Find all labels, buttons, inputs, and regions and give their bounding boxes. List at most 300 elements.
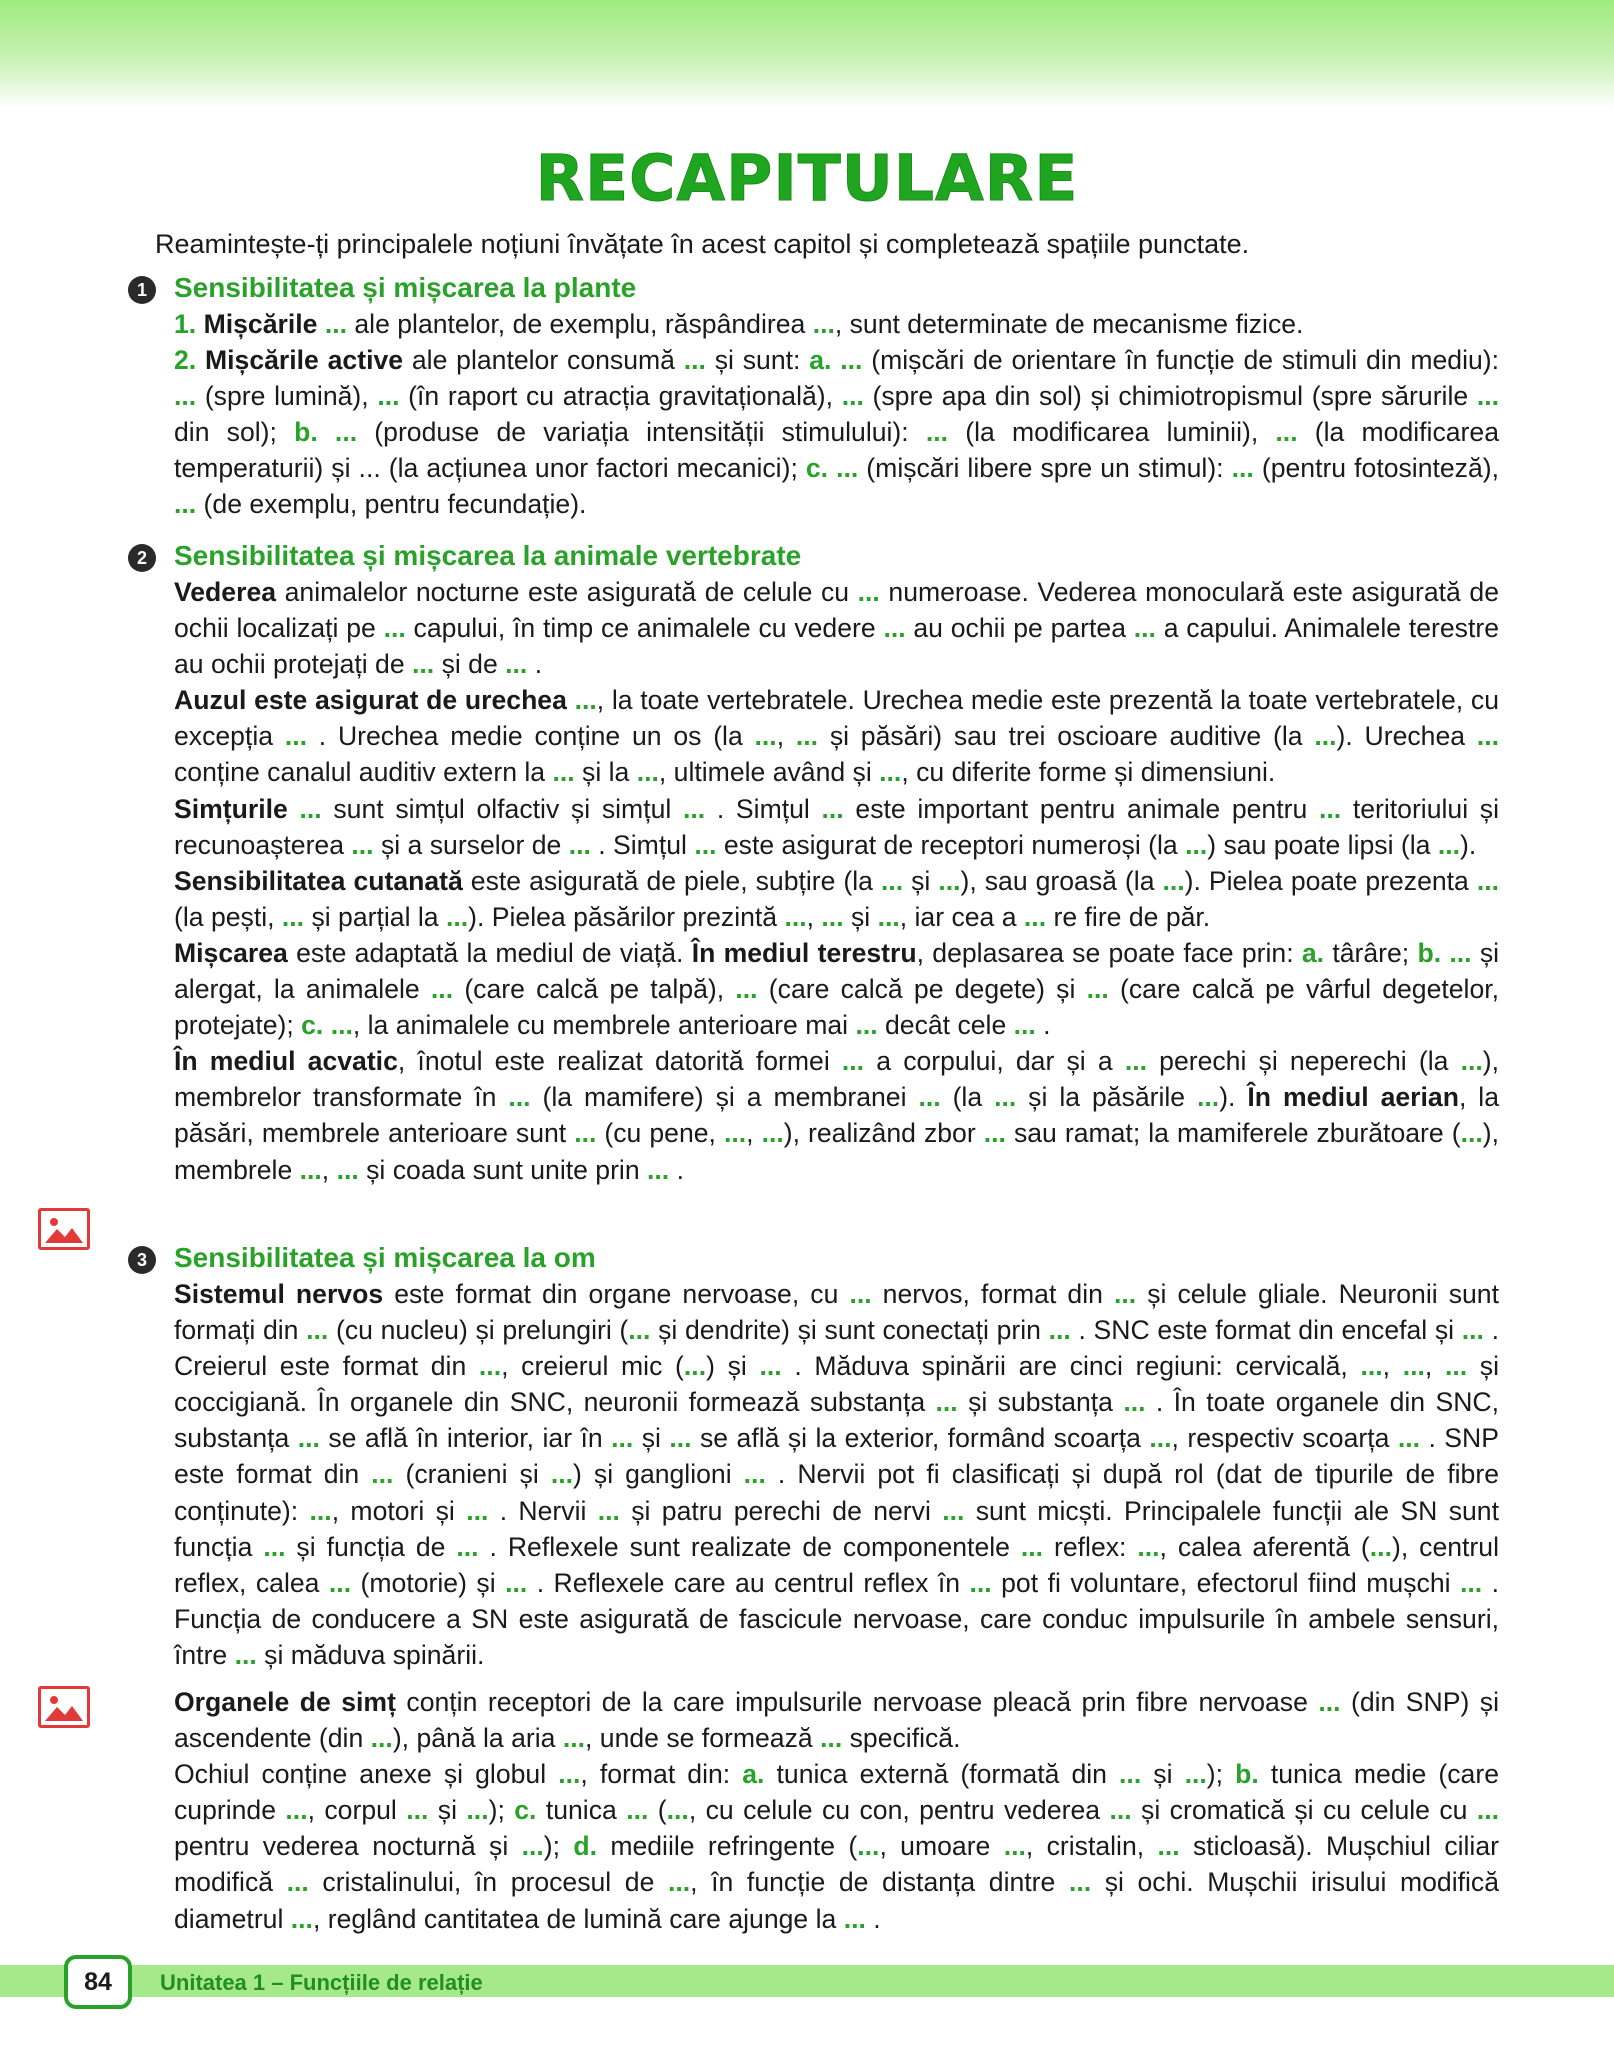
text-run: ). Pielea poate prezenta: [1184, 865, 1477, 896]
bold-term: Organele de simț: [174, 1687, 396, 1717]
paragraph: [174, 342, 1499, 522]
text-run: , umoare: [879, 1831, 1004, 1862]
text-run: și la păsările: [1016, 1082, 1198, 1113]
blank-or-marker: ...: [370, 1723, 393, 1754]
paragraph: [174, 863, 1499, 935]
picture-glyph: [41, 1689, 87, 1725]
blank-or-marker: ...: [478, 1351, 502, 1382]
picture-glyph: [41, 1211, 87, 1247]
text-run: , respectiv scoarța: [1171, 1423, 1398, 1454]
text-run: este format din organe nervoase, cu: [383, 1279, 850, 1309]
blank-or-marker: ...: [666, 1795, 689, 1826]
blank-or-marker: ...: [574, 685, 597, 716]
section-title: Sensibilitatea și mișcarea la animale vertebrate: [174, 540, 802, 571]
blank-or-marker: b. ...: [294, 417, 358, 448]
blank-or-marker: ...: [877, 901, 900, 932]
blank-or-marker: ...: [445, 901, 469, 932]
bold-term: Mișcările: [203, 309, 318, 339]
blank-or-marker: ...: [683, 1351, 707, 1382]
blank-or-marker: ...: [969, 1567, 992, 1598]
blank-or-marker: ...: [1119, 1759, 1142, 1790]
blank-or-marker: ...: [1086, 974, 1109, 1005]
text-run: conține canalul auditiv extern la: [174, 757, 553, 788]
text-run: ) și ganglioni: [572, 1459, 744, 1490]
blank-or-marker: 1.: [174, 309, 204, 339]
text-run: );: [1206, 1759, 1236, 1790]
blank-or-marker: ...: [377, 381, 400, 412]
blank-or-marker: ...: [1437, 829, 1460, 860]
unit-label: Unitatea 1 – Funcțiile de relație: [160, 1970, 483, 1995]
text-run: (cranieni și: [393, 1459, 551, 1490]
text-run: (mișcări de orientare în funcție de stimuli din mediu):: [862, 345, 1500, 376]
text-run: , deplasarea se poate face prin:: [916, 937, 1302, 968]
text-run: [288, 794, 300, 824]
text-run: (care calcă pe vârful degetelor, protejate);: [174, 974, 1500, 1041]
text-run: ), centrul reflex, calea: [174, 1531, 1499, 1598]
text-run: sau ramat; la mamiferele zburătoare (: [1005, 1118, 1461, 1149]
image-icon[interactable]: [38, 1208, 90, 1250]
blank-or-marker: ...: [611, 1423, 634, 1454]
section-vertebrates: [136, 538, 1500, 1188]
text-run: , calea aferentă (: [1159, 1531, 1370, 1562]
blank-or-marker: ...: [290, 1903, 313, 1934]
text-run: ,: [746, 1118, 762, 1149]
blank-or-marker: ...: [855, 1010, 878, 1041]
text-run: re fire de păr.: [1046, 901, 1211, 932]
blank-or-marker: ...: [759, 1351, 782, 1382]
text-run: , la toate vertebratele. Urechea medie este prezentă la toate vertebratele, cu excepția: [174, 685, 1499, 752]
text-run: conțin receptori de la care impulsurile nervoase pleacă prin fibre nervoase: [395, 1687, 1319, 1717]
blank-or-marker: ...: [1133, 613, 1156, 644]
text-run: , reglând cantitatea de lumină care ajunge la: [312, 1903, 844, 1934]
text-run: este asigurată de piele, subțire (la: [462, 865, 881, 896]
text-run: , iar cea a: [899, 901, 1024, 932]
blank-or-marker: ...: [466, 1795, 489, 1826]
section-number-badge: 3: [128, 1246, 156, 1274]
text-run: , corpul: [307, 1795, 407, 1826]
text-run: sunt simțul olfactiv și simțul: [321, 793, 683, 824]
blank-or-marker: ...: [1149, 1423, 1172, 1454]
text-run: , la păsări, membrele anterioare sunt: [174, 1082, 1499, 1149]
text-run: (la modificarea luminii),: [948, 417, 1276, 448]
text-run: decât cele: [877, 1010, 1014, 1041]
text-run: reflex:: [1043, 1531, 1138, 1562]
blank-or-marker: ...: [1020, 1531, 1044, 1562]
text-run: . SNC este format din encefal și: [1070, 1315, 1462, 1346]
blank-or-marker: ...: [1013, 1010, 1036, 1041]
text-run: și sunt:: [705, 345, 810, 376]
paragraph: [174, 935, 1499, 1043]
blank-or-marker: ...: [821, 793, 844, 824]
text-run: nervos, format din: [871, 1279, 1114, 1309]
text-run: . Funcția de conducere a SN este asigurată de fascicule nervoase, care conduc impulsurile în ambele sensuri, între: [174, 1567, 1500, 1670]
blank-or-marker: ...: [263, 1531, 286, 1562]
text-run: ), realizând zbor: [783, 1118, 984, 1149]
text-run: numeroase. Vederea monoculară este asigurată de ochii localizați pe: [174, 577, 1500, 644]
text-run: (care calcă pe degete) și: [757, 974, 1087, 1005]
blank-or-marker: ...: [1360, 1351, 1383, 1382]
text-run: , format din:: [580, 1759, 743, 1790]
text-run: [317, 309, 324, 339]
text-run: sticloasă). Mușchiul ciliar modifică: [174, 1831, 1499, 1898]
text-run: (spre apa din sol) și chimiotropismul (spre sărurile: [863, 381, 1477, 412]
blank-or-marker: ...: [857, 1831, 880, 1862]
section-plants: [136, 270, 1500, 523]
text-run: (: [648, 1795, 667, 1826]
bold-term: Simțurile: [174, 793, 288, 824]
text-run: (cu pene,: [596, 1118, 724, 1149]
section-title: Sensibilitatea și mișcarea la plante: [174, 272, 637, 303]
blank-or-marker: ...: [1318, 1687, 1341, 1717]
blank-or-marker: ...: [1459, 1567, 1483, 1598]
blank-or-marker: ...: [1476, 721, 1499, 752]
text-run: , unde se formează: [585, 1723, 821, 1754]
text-run: . Creierul este format din: [174, 1315, 1500, 1382]
text-run: (mișcări libere spre un stimul):: [858, 453, 1232, 484]
blank-or-marker: ...: [1184, 1759, 1207, 1790]
blank-or-marker: ...: [1048, 1315, 1071, 1346]
blank-or-marker: ...: [784, 901, 807, 932]
text-run: este adaptată la mediul de viață.: [287, 937, 692, 968]
blank-or-marker: ...: [1318, 793, 1342, 824]
text-run: (de exemplu, pentru fecundație).: [196, 489, 587, 520]
section-body: [174, 574, 1499, 1188]
blank-or-marker: ...: [1397, 1423, 1421, 1454]
text-run: și măduva spinării.: [256, 1639, 485, 1670]
text-run: și alergat, la animalele: [174, 937, 1500, 1005]
text-run: ,: [1424, 1351, 1445, 1382]
blank-or-marker: ...: [880, 865, 904, 896]
text-run: cristalinului, în procesul de: [308, 1867, 668, 1898]
text-run: .: [527, 649, 543, 680]
bold-term: Mișcarea: [174, 937, 288, 968]
text-run: ) și: [706, 1351, 760, 1382]
blank-or-marker: ...: [1068, 1867, 1092, 1898]
section-title: Sensibilitatea și mișcarea la om: [174, 1242, 596, 1273]
blank-or-marker: ...: [723, 1118, 747, 1149]
text-run: ,: [321, 1154, 337, 1185]
text-run: ). Pielea păsărilor prezintă: [468, 901, 785, 932]
bold-term: Sistemul nervos: [174, 1279, 384, 1309]
bold-term: În mediul acvatic: [174, 1046, 398, 1077]
blank-or-marker: b. ...: [1417, 937, 1472, 968]
text-run: și coccigiană. În organele din SNC, neuronii formează substanța: [174, 1351, 1500, 1418]
blank-or-marker: ...: [286, 1867, 309, 1898]
bold-term: Vederea: [174, 577, 277, 607]
blank-or-marker: ...: [383, 613, 406, 644]
blank-or-marker: ...: [285, 1795, 308, 1826]
blank-or-marker: ...: [1476, 865, 1500, 896]
blank-or-marker: ...: [505, 1567, 528, 1598]
text-run: (la pești,: [174, 901, 282, 932]
blank-or-marker: ...: [574, 1118, 597, 1149]
text-run: și: [428, 1795, 467, 1826]
blank-or-marker: ...: [683, 345, 706, 376]
text-run: (la modificarea temperaturii) și ... (la acțiunea unor factori mecanici);: [174, 417, 1499, 484]
text-run: (din SNP) și ascendente (din: [174, 1687, 1499, 1754]
blank-or-marker: ...: [1137, 1531, 1160, 1562]
blank-or-marker: ...: [849, 1279, 872, 1309]
blank-or-marker: ...: [1369, 1531, 1392, 1562]
section-body: [174, 1276, 1499, 1673]
blank-or-marker: ...: [521, 1831, 544, 1862]
blank-or-marker: ...: [336, 1154, 359, 1185]
section-body: [174, 1684, 1499, 1937]
text-run: [567, 685, 575, 715]
blank-or-marker: ...: [1113, 1279, 1137, 1309]
blank-or-marker: ...: [821, 901, 844, 932]
blank-or-marker: ...: [841, 381, 864, 412]
text-run: tunica externă (formată din: [764, 1759, 1120, 1790]
text-run: ,: [1382, 1351, 1403, 1382]
text-run: . Reflexele care au centrul reflex în: [527, 1567, 970, 1598]
blank-or-marker: ...: [1402, 1351, 1425, 1382]
blank-or-marker: ...: [234, 1639, 257, 1670]
blank-or-marker: ...: [820, 1723, 843, 1754]
blank-or-marker: ...: [430, 974, 454, 1005]
text-run: ) sau poate lipsi (la: [1207, 829, 1438, 860]
blank-or-marker: ...: [761, 1118, 784, 1149]
blank-or-marker: d.: [573, 1831, 597, 1862]
blank-or-marker: ...: [1162, 865, 1185, 896]
text-run: specifică.: [842, 1723, 961, 1754]
blank-or-marker: ...: [371, 1459, 394, 1490]
blank-or-marker: ...: [626, 1795, 649, 1826]
blank-or-marker: ...: [668, 1867, 691, 1898]
text-run: a capului. Animalele terestre au ochii protejați de: [174, 613, 1499, 680]
text-run: și substanța: [957, 1387, 1124, 1418]
text-run: ale plantelor, de exemplu, răspândirea: [346, 309, 813, 339]
text-run: teritoriului și recunoașterea: [174, 793, 1500, 860]
text-run: );: [543, 1831, 574, 1862]
text-run: din sol);: [174, 417, 295, 448]
text-run: și: [633, 1423, 670, 1454]
text-run: ale plantelor consumă: [403, 345, 684, 376]
text-run: este asigurat de receptori numeroși (la: [716, 829, 1186, 860]
text-run: și cromatică și cu celule cu: [1131, 1795, 1477, 1826]
text-run: (care calcă pe talpă),: [453, 974, 736, 1005]
text-run: , motori și: [331, 1495, 467, 1526]
text-run: au ochii pe partea: [905, 613, 1134, 644]
text-run: (cu nucleu) și prelungiri (: [328, 1315, 629, 1346]
text-run: , ultimele având și: [658, 757, 880, 788]
text-run: ), sau groasă (la: [960, 865, 1163, 896]
section-number-badge: 1: [128, 276, 156, 304]
blank-or-marker: c. ...: [301, 1010, 353, 1041]
text-run: . Simțul: [705, 793, 822, 824]
blank-or-marker: ...: [743, 1459, 766, 1490]
blank-or-marker: ...: [309, 1495, 332, 1526]
blank-or-marker: ...: [883, 613, 906, 644]
paragraph: [174, 574, 1499, 682]
blank-or-marker: ...: [1476, 1795, 1499, 1826]
text-run: capului, în timp ce animalele cu vedere: [405, 613, 884, 644]
text-run: târâre;: [1324, 937, 1418, 968]
text-run: perechi și neperechi (la: [1146, 1046, 1461, 1077]
text-run: și patru perechi de nervi: [619, 1495, 943, 1526]
text-run: ).: [1219, 1082, 1248, 1113]
blank-or-marker: ...: [1157, 1831, 1180, 1862]
text-run: se află și la exterior, formând scoarța: [691, 1423, 1150, 1454]
blank-or-marker: ...: [1003, 1831, 1026, 1862]
text-run: ,: [776, 721, 796, 752]
blank-or-marker: ...: [669, 1423, 692, 1454]
page-title: RECAPITULARE: [535, 142, 1079, 215]
text-run: );: [488, 1795, 515, 1826]
text-run: , cu celule cu con, pentru vederea: [688, 1795, 1110, 1826]
paragraph: [174, 1684, 1499, 1756]
text-run: mediile refringente (: [596, 1831, 858, 1862]
blank-or-marker: ...: [412, 649, 435, 680]
blank-or-marker: c. ...: [805, 453, 859, 484]
blank-or-marker: ...: [647, 1154, 670, 1185]
blank-or-marker: ...: [466, 1495, 489, 1526]
blank-or-marker: ...: [1185, 829, 1208, 860]
text-run: (pentru fotosinteză),: [1253, 453, 1500, 484]
blank-or-marker: ...: [857, 577, 880, 607]
text-run: pot fi voluntare, efectorul fiind mușchi: [991, 1567, 1460, 1598]
text-run: și la: [574, 757, 637, 788]
blank-or-marker: ...: [550, 1459, 573, 1490]
text-run: tunica: [536, 1795, 627, 1826]
blank-or-marker: ...: [1109, 1795, 1132, 1826]
text-run: și de: [434, 649, 506, 680]
text-run: . Nervii pot fi clasificați și după rol (dat de tipurile de fibre conținute):: [174, 1459, 1499, 1526]
blank-or-marker: ...: [735, 974, 758, 1005]
text-run: . SNP este format din: [174, 1423, 1499, 1490]
blank-or-marker: ...: [935, 1387, 958, 1418]
text-run: și: [1141, 1759, 1185, 1790]
blank-or-marker: b.: [1235, 1759, 1259, 1790]
text-run: , cu diferite forme și dimensiuni.: [901, 757, 1276, 788]
blank-or-marker: ...: [406, 1795, 429, 1826]
text-run: sunt micști. Principalele funcții ale SN sunt funcția: [174, 1495, 1499, 1562]
blank-or-marker: ...: [1197, 1082, 1220, 1113]
blank-or-marker: ...: [508, 1082, 531, 1113]
paragraph: [174, 682, 1499, 790]
text-run: . Urechea medie conține un os (la: [307, 721, 755, 752]
text-run: animalelor nocturne este asigurată de celule cu: [276, 577, 858, 607]
text-run: ), până la aria: [392, 1723, 563, 1754]
blank-or-marker: ...: [456, 1531, 479, 1562]
text-run: (motorie) și: [351, 1567, 506, 1598]
blank-or-marker: ...: [843, 1903, 866, 1934]
text-run: se află în interior, iar în: [319, 1423, 612, 1454]
blank-or-marker: a.: [1301, 937, 1325, 968]
blank-or-marker: ...: [918, 1082, 941, 1113]
text-run: și păsări) sau trei oscioare auditive (la: [818, 721, 1315, 752]
blank-or-marker: ...: [552, 757, 575, 788]
blank-or-marker: ...: [925, 417, 949, 448]
blank-or-marker: ...: [694, 829, 717, 860]
paragraph: [174, 306, 1499, 342]
blank-or-marker: ...: [1461, 1315, 1484, 1346]
text-run: . Măduva spinării are cinci regiuni: cervicală,: [781, 1351, 1361, 1382]
text-run: , creierul mic (: [501, 1351, 684, 1382]
blank-or-marker: ...: [754, 721, 777, 752]
blank-or-marker: ...: [1023, 901, 1047, 932]
blank-or-marker: ...: [1460, 1046, 1483, 1077]
text-run: și a surselor de: [373, 829, 569, 860]
blank-or-marker: ...: [812, 309, 835, 339]
section-body: [174, 306, 1499, 523]
bold-term: Sensibilitatea cutanată: [174, 865, 463, 896]
bold-term: Mișcările active: [205, 345, 404, 376]
text-run: , la animalele cu membrele anterioare mai: [352, 1010, 856, 1041]
text-run: și celule gliale. Neuronii sunt formați din: [174, 1279, 1499, 1346]
section-human: [136, 1240, 1500, 1673]
blank-or-marker: ...: [505, 649, 528, 680]
blank-or-marker: ...: [174, 381, 197, 412]
text-run: . Simțul: [590, 829, 695, 860]
text-run: și: [903, 865, 939, 896]
blank-or-marker: ...: [1444, 1351, 1468, 1382]
blank-or-marker: ...: [682, 793, 706, 824]
text-run: , cristalin,: [1025, 1831, 1158, 1862]
text-run: .: [865, 1903, 881, 1934]
text-run: . În toate organele din SNC, substanța: [174, 1387, 1499, 1454]
page-number: 84: [64, 1955, 132, 2009]
image-icon[interactable]: [38, 1686, 90, 1728]
text-run: , înotul este realizat datorită formei: [397, 1046, 842, 1077]
text-run: , în funcție de distanța dintre: [690, 1867, 1069, 1898]
header-band: [0, 0, 1614, 108]
blank-or-marker: ...: [568, 829, 591, 860]
blank-or-marker: ...: [562, 1723, 585, 1754]
text-run: . Reflexele sunt realizate de componentele: [478, 1531, 1021, 1562]
blank-or-marker: a.: [742, 1759, 765, 1790]
bold-term: În mediul terestru: [691, 937, 917, 968]
text-run: ), membrele: [174, 1118, 1499, 1185]
text-run: pentru vederea nocturnă și: [174, 1831, 522, 1862]
intro-text: Reamintește-ți principalele noțiuni învățate în acest capitol și completează spațiile punctate.: [155, 229, 1250, 259]
text-run: (spre lumină),: [196, 381, 378, 412]
text-run: și funcția de: [285, 1531, 457, 1562]
text-run: (în raport cu atracția gravitațională),: [399, 381, 842, 412]
section-sense-organs: [174, 1684, 1499, 1937]
blank-or-marker: ...: [983, 1118, 1006, 1149]
text-run: și parțial la: [304, 901, 446, 932]
text-run: , sunt determinate de mecanisme fizice.: [834, 309, 1304, 339]
blank-or-marker: ...: [636, 757, 659, 788]
blank-or-marker: ...: [1476, 381, 1499, 412]
blank-or-marker: ...: [942, 1495, 965, 1526]
blank-or-marker: ...: [628, 1315, 651, 1346]
blank-or-marker: a. ...: [809, 345, 863, 376]
text-run: și ochi. Mușchii irisului modifică diametrul: [174, 1867, 1500, 1934]
blank-or-marker: ...: [299, 793, 322, 824]
text-run: ).: [1460, 829, 1477, 860]
text-run: Ochiul conține anexe și globul: [174, 1759, 559, 1790]
text-run: (la mamifere) și a membranei: [530, 1082, 919, 1113]
blank-or-marker: ...: [1124, 1046, 1147, 1077]
blank-or-marker: ...: [841, 1046, 865, 1077]
blank-or-marker: ...: [558, 1759, 581, 1790]
blank-or-marker: ...: [306, 1315, 329, 1346]
blank-or-marker: ...: [1123, 1387, 1146, 1418]
paragraph: [174, 1756, 1499, 1936]
blank-or-marker: ...: [938, 865, 961, 896]
bold-term: În mediul aerian: [1247, 1082, 1459, 1113]
text-run: ). Urechea: [1336, 721, 1477, 752]
text-run: . Nervii: [488, 1495, 598, 1526]
text-run: .: [669, 1154, 684, 1185]
text-run: și: [843, 901, 878, 932]
blank-or-marker: ...: [597, 1495, 620, 1526]
blank-or-marker: ...: [1314, 721, 1337, 752]
text-run: și coada sunt unite prin: [358, 1154, 648, 1185]
blank-or-marker: ...: [879, 757, 902, 788]
